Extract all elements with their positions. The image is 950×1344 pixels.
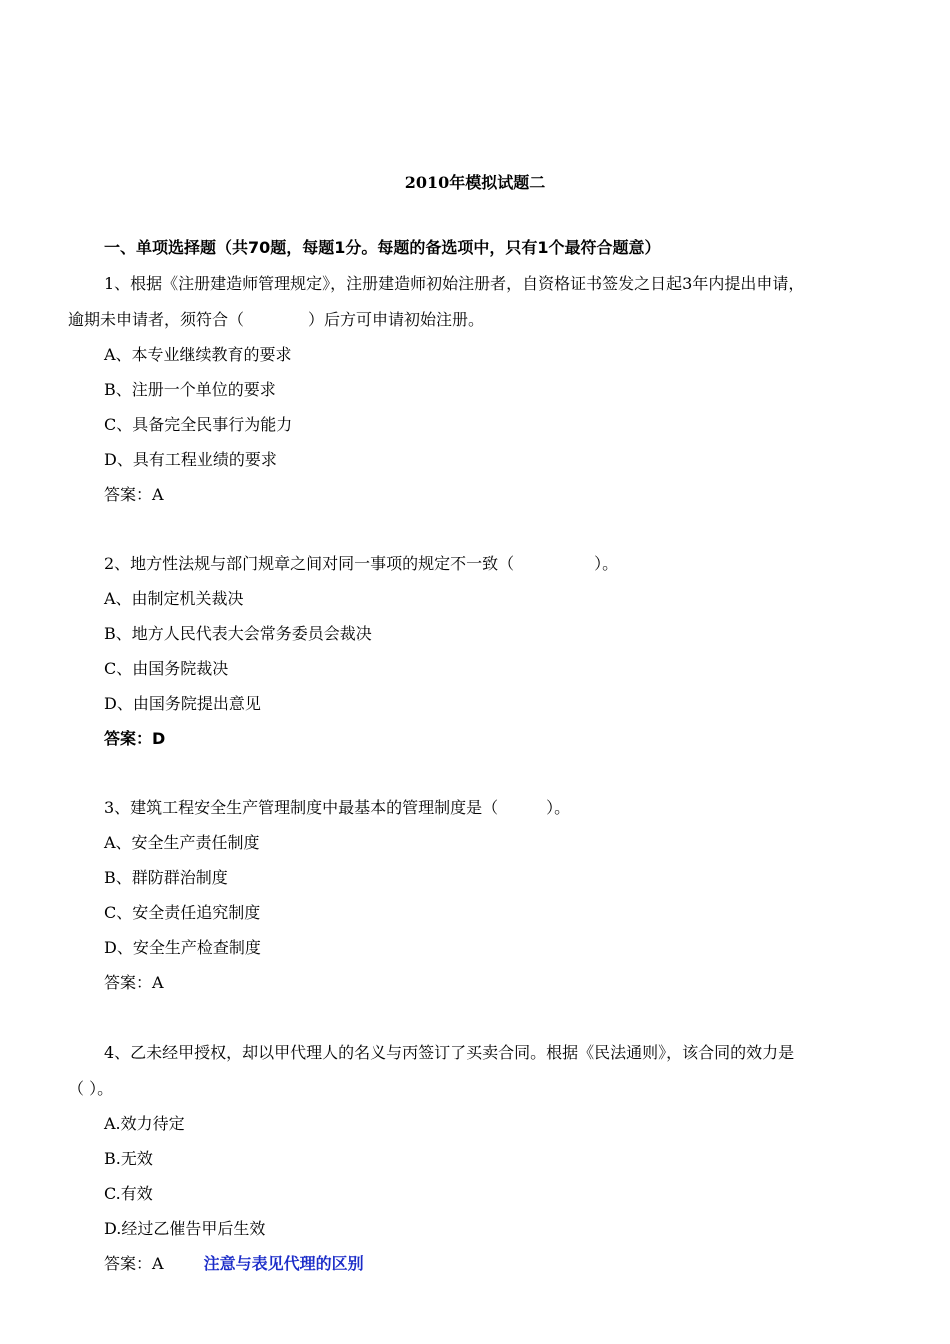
question-3-option-a: A、安全生产责任制度 (104, 833, 260, 852)
question-1-stem: 1、根据《注册建造师管理规定》，注册建造师初始注册者，自资格证书签发之日起3年内提出申请， (104, 274, 805, 293)
question-4-option-b: B.无效 (104, 1149, 153, 1168)
question-1-stem-cont: 逾期未申请者，须符合（ ）后方可申请初始注册。 (68, 310, 485, 329)
question-4-stem: 4、乙未经甲授权，却以甲代理人的名义与丙签订了买卖合同。根据《民法通则》，该合同的效力是 (104, 1043, 795, 1062)
question-2-answer: 答案：D (104, 729, 166, 748)
page-title: 2010年模拟试题二 (404, 173, 546, 192)
question-3-answer: 答案：A (104, 973, 164, 992)
question-3-option-c: C、安全责任追究制度 (104, 903, 261, 922)
question-1-option-b: B、注册一个单位的要求 (104, 380, 276, 399)
question-2-option-c: C、由国务院裁决 (104, 659, 229, 678)
question-4-answer-row (104, 1254, 364, 1274)
question-4-answer: 答案：A (104, 1254, 164, 1273)
question-2-option-d: D、由国务院提出意见 (104, 694, 261, 713)
question-4-note: 注意与表见代理的区别 (203, 1254, 364, 1273)
question-1-option-c: C、具备完全民事行为能力 (104, 415, 293, 434)
question-4-option-c: C.有效 (104, 1184, 153, 1203)
section-heading: 一、单项选择题（共70题，每题1分。每题的备选项中，只有1个最符合题意） (104, 238, 661, 257)
question-3-option-d: D、安全生产检查制度 (104, 938, 261, 957)
question-2-option-a: A、由制定机关裁决 (104, 589, 244, 608)
question-3-stem: 3、建筑工程安全生产管理制度中最基本的管理制度是（ ）。 (104, 798, 571, 817)
question-4-stem-cont: （ ）。 (68, 1079, 114, 1098)
question-2-stem: 2、地方性法规与部门规章之间对同一事项的规定不一致（ ）。 (104, 554, 619, 573)
question-4-option-a: A.效力待定 (104, 1114, 185, 1133)
question-1-option-a: A、本专业继续教育的要求 (104, 345, 292, 364)
question-1-answer: 答案：A (104, 485, 164, 504)
question-2-option-b: B、地方人民代表大会常务委员会裁决 (104, 624, 372, 643)
question-1-option-d: D、具有工程业绩的要求 (104, 450, 277, 469)
question-3-option-b: B、群防群治制度 (104, 868, 228, 887)
question-4-option-d: D.经过乙催告甲后生效 (104, 1219, 266, 1238)
